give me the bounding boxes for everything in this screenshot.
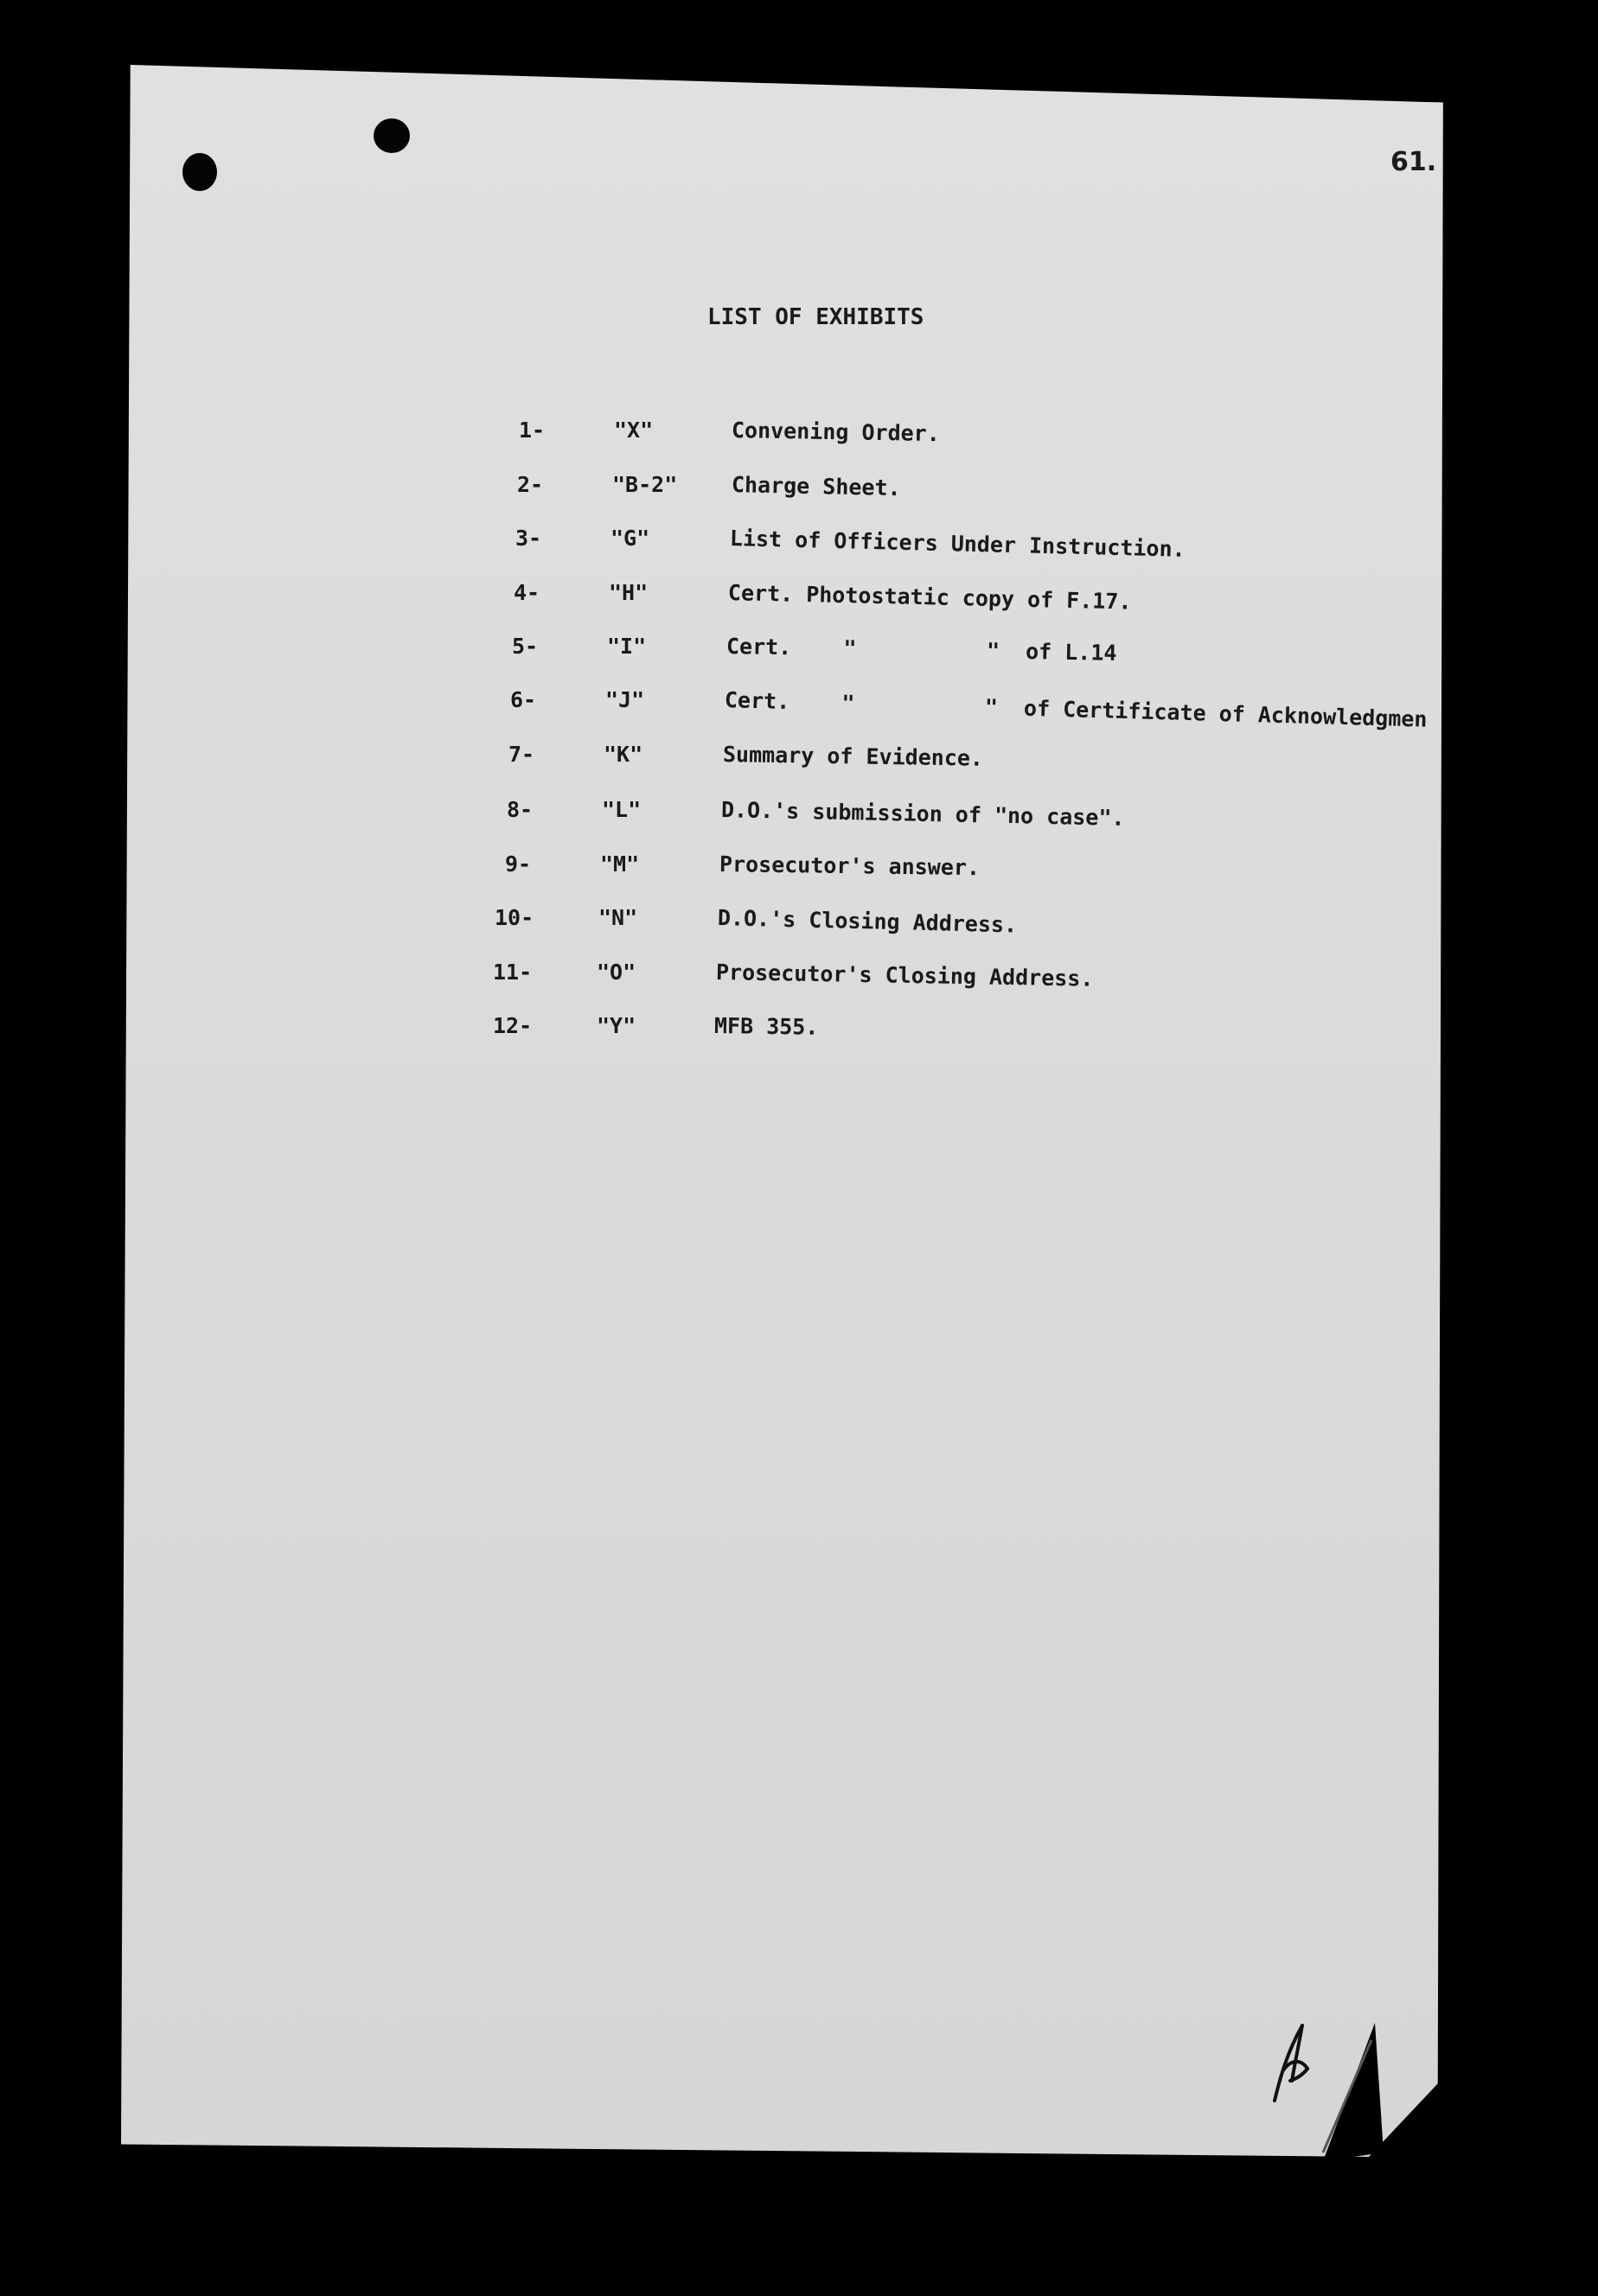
exhibit-description: Prosecutor's Closing Address. bbox=[715, 960, 1094, 992]
document-page bbox=[121, 65, 1448, 2157]
exhibit-number: 1- bbox=[519, 418, 546, 443]
exhibit-description: Summary of Evidence. bbox=[722, 742, 984, 771]
exhibit-mark: "B-2" bbox=[612, 472, 678, 497]
exhibit-number: 10- bbox=[495, 905, 534, 930]
exhibit-description: D.O.'s submission of "no case". bbox=[720, 797, 1125, 831]
exhibit-description: List of Officers Under Instruction. bbox=[729, 526, 1186, 562]
exhibit-description: D.O.'s Closing Address. bbox=[717, 905, 1018, 938]
page-number: 61. bbox=[1390, 147, 1437, 177]
exhibit-description: Convening Order. bbox=[731, 418, 941, 447]
exhibit-mark: "J" bbox=[605, 687, 645, 712]
exhibit-number: 6- bbox=[510, 687, 537, 712]
exhibit-number: 5- bbox=[512, 634, 539, 659]
exhibit-description: Cert. " " of Certificate of Acknowledgmen bbox=[724, 687, 1428, 732]
exhibit-number: 3- bbox=[515, 526, 542, 551]
exhibit-description: Cert. " " of L.14 bbox=[725, 634, 1117, 666]
exhibit-number: 4- bbox=[514, 580, 540, 605]
page-title: LIST OF EXHIBITS bbox=[707, 304, 924, 330]
exhibit-mark: "L" bbox=[602, 797, 642, 822]
exhibit-mark: "O" bbox=[597, 960, 636, 985]
exhibit-mark: "G" bbox=[610, 526, 650, 551]
punch-hole bbox=[182, 153, 217, 191]
exhibit-description: Prosecutor's answer. bbox=[719, 851, 981, 881]
exhibit-mark: "Y" bbox=[597, 1013, 636, 1038]
exhibit-mark: "H" bbox=[609, 580, 649, 605]
punch-hole bbox=[374, 118, 410, 153]
exhibit-number: 9- bbox=[505, 851, 532, 877]
exhibit-mark: "K" bbox=[604, 742, 643, 767]
exhibit-number: 12- bbox=[493, 1013, 533, 1038]
exhibit-number: 11- bbox=[493, 960, 533, 985]
exhibit-description: Cert. Photostatic copy of F.17. bbox=[727, 580, 1132, 615]
exhibit-mark: "I" bbox=[607, 634, 647, 659]
exhibit-mark: "N" bbox=[598, 905, 638, 930]
exhibit-description: MFB 355. bbox=[713, 1013, 819, 1040]
exhibit-number: 2- bbox=[517, 472, 544, 497]
exhibit-number: 8- bbox=[507, 797, 534, 822]
corner-fold bbox=[1314, 2023, 1384, 2161]
exhibit-description: Charge Sheet. bbox=[731, 472, 901, 501]
exhibit-mark: "X" bbox=[614, 418, 654, 443]
exhibit-mark: "M" bbox=[600, 851, 640, 877]
exhibit-number: 7- bbox=[508, 742, 535, 767]
handwritten-initials bbox=[1268, 2019, 1320, 2105]
